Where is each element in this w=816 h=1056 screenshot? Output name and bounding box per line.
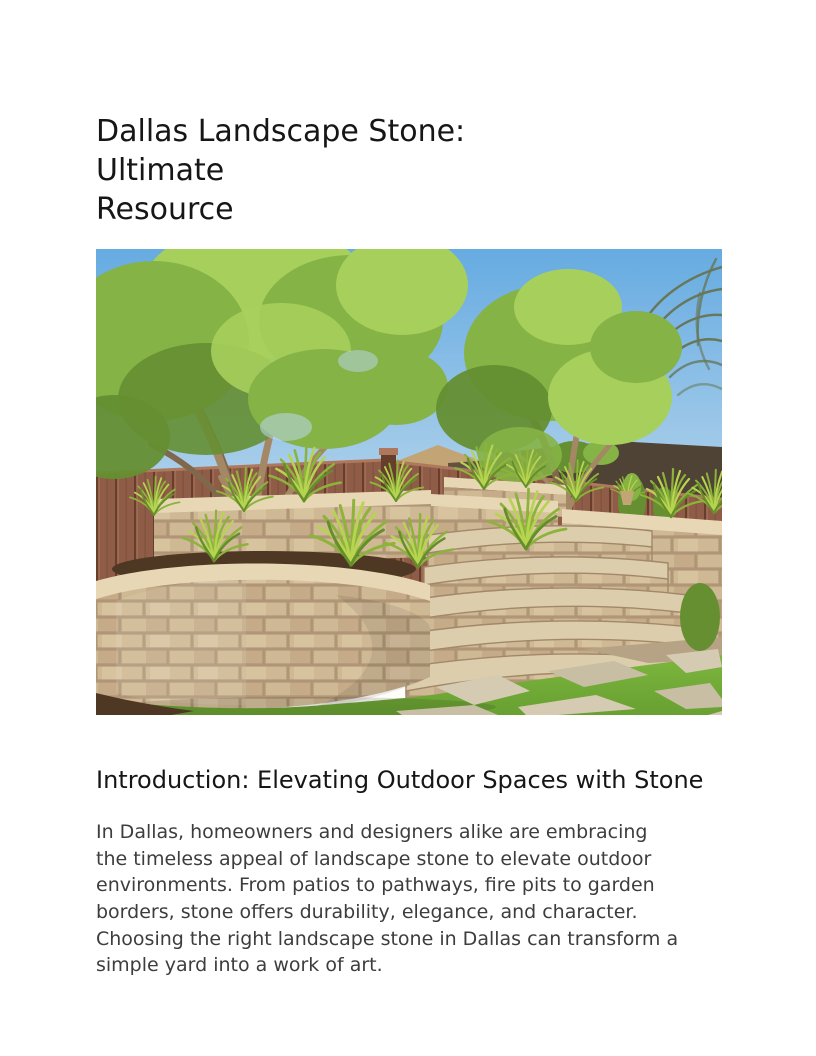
page-title-line-1: Dallas Landscape Stone: [96,114,466,150]
hero-image [96,249,722,715]
hero-image-illustration [96,249,722,715]
light-wash [96,249,722,715]
intro-paragraph: In Dallas, homeowners and designers alike are embracing the timeless appeal of landscape stone to elevate outdoor environments. From patios to pathways, fire pits to garden borders, stone offers durability, elegance, and character. Choosing the right landscape stone in Dallas can transform a simple yard into a work of art. [96,821,679,977]
page-title-line-2: Ultimate [96,153,225,189]
page-title [96,112,722,229]
page-title-line-3: Resource [96,192,234,228]
section-heading: Introduction: Elevating Outdoor Spaces with Stone [96,766,704,795]
